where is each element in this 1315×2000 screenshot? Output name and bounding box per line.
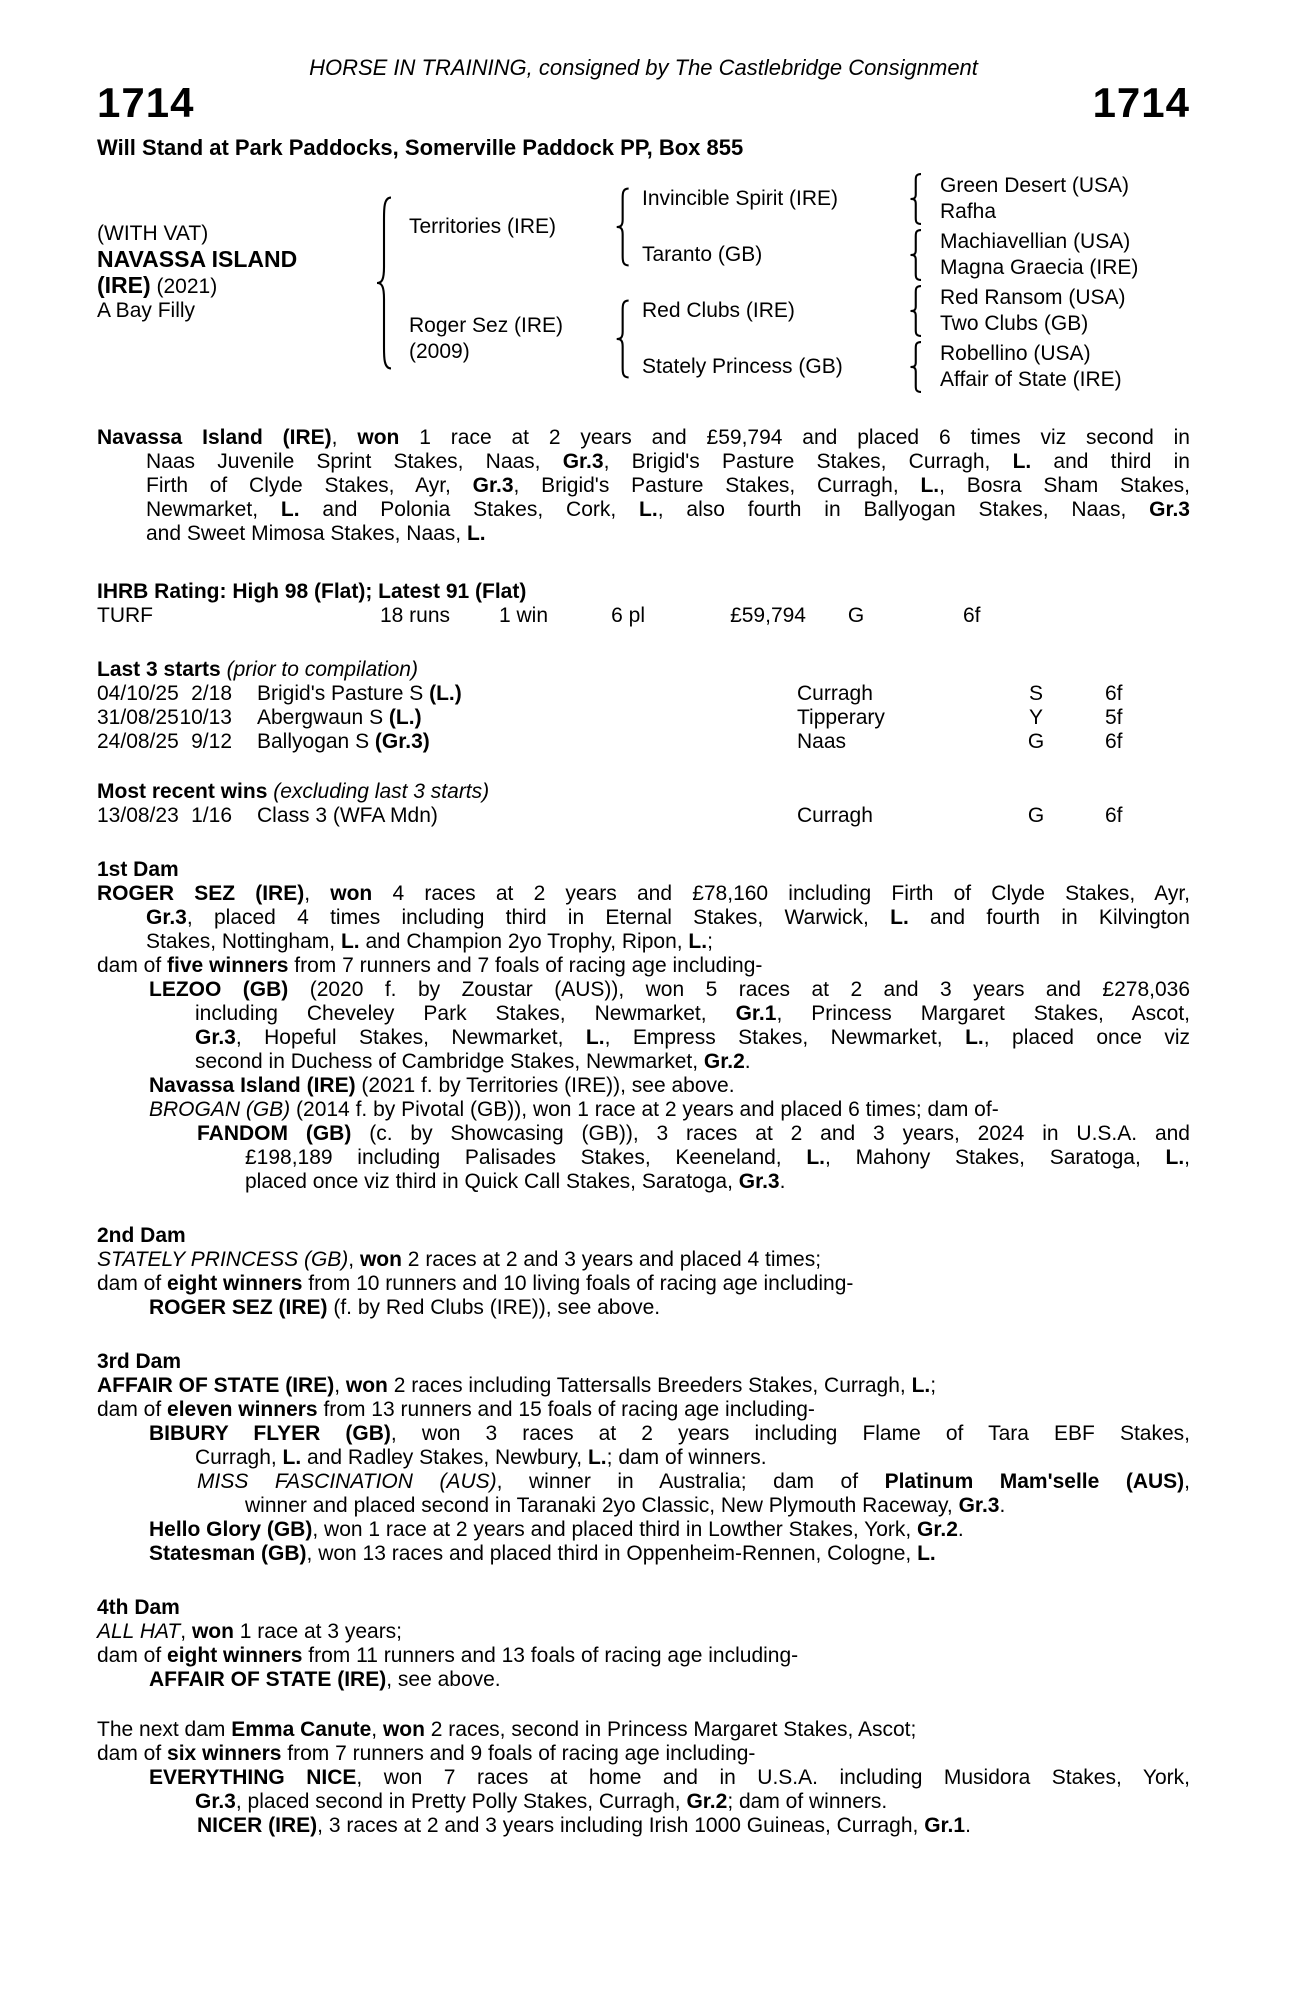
dam-section-1 <box>97 858 1190 1194</box>
going-value: G <box>847 604 865 627</box>
produce-paragraph: NICER (IRE), 3 races at 2 and 3 years including Irish 1000 Guineas, Curragh, Gr.1. <box>197 1814 971 1837</box>
horse-identity <box>97 222 372 323</box>
dam-sire: Red Clubs (IRE) <box>642 299 795 322</box>
rating-section <box>97 580 1190 628</box>
dam-paragraph: STATELY PRINCESS (GB), won 2 races at 2 and 3 years and placed 4 times; <box>97 1248 822 1271</box>
distance-value: 6f <box>963 604 981 627</box>
start-course: Curragh <box>797 682 873 705</box>
sire-sire: Invincible Spirit (IRE) <box>642 187 839 210</box>
dam-produce-line: dam of eight winners from 10 runners and 10 living foals of racing age including- <box>97 1272 854 1295</box>
start-going: S <box>1028 682 1043 705</box>
horse-foaling-year: (2021) <box>150 275 218 298</box>
start-distance: 6f <box>1105 682 1123 705</box>
pedigree-brace-gen3-4 <box>909 341 924 393</box>
start-date: 31/08/25 <box>97 706 179 729</box>
produce-paragraph: ROGER SEZ (IRE) (f. by Red Clubs (IRE)), see above. <box>149 1296 661 1319</box>
dam-produce-line: dam of eleven winners from 13 runners and 15 foals of racing age including- <box>97 1398 815 1421</box>
pedigree-brace-dam <box>615 299 632 379</box>
great-grandparent-4: Magna Graecia (IRE) <box>940 256 1139 279</box>
great-grandparent-1: Green Desert (USA) <box>940 174 1130 197</box>
great-grandparent-2: Rafha <box>940 200 997 223</box>
start-date: 24/08/25 <box>97 730 179 753</box>
dam-heading-2nd: 2nd Dam <box>97 1224 186 1247</box>
horse-country-suffix: (IRE) <box>97 272 151 298</box>
pedigree-brace-gen3-2 <box>909 229 924 281</box>
great-grandparent-6: Two Clubs (GB) <box>940 312 1089 335</box>
pedigree-brace-sire <box>615 187 632 267</box>
dam-produce-line: dam of six winners from 7 runners and 9 foals of racing age including- <box>97 1742 756 1765</box>
lot-number-right: 1714 <box>1092 79 1190 126</box>
great-grandparent-3: Machiavellian (USA) <box>940 230 1131 253</box>
pedigree-brace-gen3-3 <box>909 285 924 337</box>
produce-paragraph: Statesman (GB), won 13 races and placed third in Oppenheim-Rennen, Cologne, L. <box>149 1542 936 1565</box>
rating-heading: IHRB Rating: High 98 (Flat); Latest 91 (Flat) <box>97 580 527 603</box>
start-position: 10/13 <box>179 706 232 729</box>
recent-wins-heading <box>97 780 1190 804</box>
produce-paragraph: Hello Glory (GB), won 1 race at 2 years and placed third in Lowther Stakes, York, Gr.2. <box>149 1518 964 1541</box>
consignment-title: HORSE IN TRAINING, consigned by The Castlebridge Consignment <box>309 55 978 80</box>
recent-wins-section <box>97 780 1190 828</box>
stand-location: Will Stand at Park Paddocks, Somerville Paddock PP, Box 855 <box>97 135 744 160</box>
pedigree-brace-gen3-1 <box>909 173 924 225</box>
start-race: Brigid's Pasture S (L.) <box>257 682 462 705</box>
last-starts-note: (prior to compilation) <box>226 658 418 681</box>
recent-wins-note: (excluding last 3 starts) <box>273 780 490 803</box>
race-record-paragraph: Navassa Island (IRE), won 1 race at 2 years and £59,794 and placed 6 times viz second in Naas Juvenile Sprint Stakes, Naas, Gr.3, Brigid's Pasture Stakes, Curragh, L. and third in Firth of Clyde Stakes, Ayr, Gr.3, Brigid's Pasture Stakes, Curragh, L., Bosra Sham Stakes, Newmarket, L. and Polonia Stakes, Cork, L., also fourth in Ballyogan Stakes, Naas, Gr.3 and Sweet Mimosa Stakes, Naas, L. <box>97 426 1190 545</box>
last-starts-heading <box>97 658 1190 682</box>
dam-section-4 <box>97 1596 1190 1692</box>
start-course: Naas <box>797 730 847 753</box>
start-race: Abergwaun S (L.) <box>257 706 422 729</box>
produce-paragraph: LEZOO (GB) (2020 f. by Zoustar (AUS)), won 5 races at 2 and 3 years and £278,036 including Cheveley Park Stakes, Newmarket, Gr.1, Princess Margaret Stakes, Ascot, Gr.3, Hopeful Stakes, Newmarket, L., Empress Stakes, Newmarket, L., placed once viz second in Duchess of Cambridge Stakes, Newmarket, Gr.2. <box>149 978 1190 1073</box>
produce-paragraph: Navassa Island (IRE) (2021 f. by Territories (IRE)), see above. <box>149 1074 735 1097</box>
horse-name-line2 <box>97 273 372 299</box>
next-dam-section <box>97 1718 1190 1838</box>
win-date: 13/08/23 <box>97 804 179 827</box>
win-going: G <box>1027 804 1045 827</box>
dam-paragraph: ALL HAT, won 1 race at 3 years; <box>97 1620 403 1643</box>
earnings-value: £59,794 <box>730 604 806 627</box>
last-starts-section <box>97 658 1190 754</box>
pedigree-table <box>97 174 1190 396</box>
horse-name: NAVASSA ISLAND <box>97 246 298 272</box>
win-position: 1/16 <box>191 804 232 827</box>
start-distance: 5f <box>1105 706 1123 729</box>
start-going: G <box>1027 730 1045 753</box>
produce-paragraph: BIBURY FLYER (GB), won 3 races at 2 years including Flame of Tara EBF Stakes, Curragh, L. and Radley Stakes, Newbury, L.; dam of winners. <box>149 1422 1190 1469</box>
dam-heading-4th: 4th Dam <box>97 1596 180 1619</box>
dam-dam: Stately Princess (GB) <box>642 355 843 378</box>
sire-name: Territories (IRE) <box>409 215 557 238</box>
start-race: Ballyogan S (Gr.3) <box>257 730 430 753</box>
dam-produce-line: dam of eight winners from 11 runners and 13 foals of racing age including- <box>97 1644 799 1667</box>
great-grandparent-8: Affair of State (IRE) <box>940 368 1122 391</box>
win-row <box>97 804 1190 828</box>
start-row <box>97 682 1190 706</box>
dam-year: (2009) <box>409 340 470 363</box>
next-dam-paragraph: The next dam Emma Canute, won 2 races, second in Princess Margaret Stakes, Ascot; <box>97 1718 917 1741</box>
start-position: 9/12 <box>191 730 232 753</box>
last-starts-title: Last 3 starts <box>97 658 221 681</box>
great-grandparent-5: Red Ransom (USA) <box>940 286 1126 309</box>
lot-row <box>97 79 1190 126</box>
runs-count: 18 runs <box>379 604 450 627</box>
dam-name: Roger Sez (IRE) <box>409 314 564 337</box>
start-course: Tipperary <box>797 706 885 729</box>
wins-count: 1 win <box>498 604 548 627</box>
dam-paragraph: AFFAIR OF STATE (IRE), won 2 races including Tattersalls Breeders Stakes, Curragh, L.; <box>97 1374 937 1397</box>
dam-section-2 <box>97 1224 1190 1320</box>
dam-section-3 <box>97 1350 1190 1566</box>
start-row <box>97 706 1190 730</box>
pedigree-brace-gen1 <box>375 194 395 372</box>
produce-paragraph: MISS FASCINATION (AUS), winner in Australia; dam of Platinum Mam'selle (AUS), winner and placed second in Taranaki 2yo Classic, New Plymouth Raceway, Gr.3. <box>197 1470 1191 1517</box>
dam-heading-1st: 1st Dam <box>97 858 179 881</box>
win-race: Class 3 (WFA Mdn) <box>257 804 438 827</box>
win-course: Curragh <box>797 804 873 827</box>
produce-paragraph: EVERYTHING NICE, won 7 races at home and in U.S.A. including Musidora Stakes, York, Gr.3, placed second in Pretty Polly Stakes, Curragh, Gr.2; dam of winners. <box>149 1766 1190 1813</box>
recent-wins-title: Most recent wins <box>97 780 268 803</box>
start-row <box>97 730 1190 754</box>
start-distance: 6f <box>1105 730 1123 753</box>
dam-paragraph: ROGER SEZ (IRE), won 4 races at 2 years and £78,160 including Firth of Clyde Stakes, Ayr, Gr.3, placed 4 times including third in Eternal Stakes, Warwick, L. and fourth in Kilvington Stakes, Nottingham, L. and Champion 2yo Trophy, Ripon, L.; <box>97 882 1191 953</box>
horse-description: A Bay Filly <box>97 299 196 322</box>
sire-dam: Taranto (GB) <box>642 243 763 266</box>
places-count: 6 pl <box>611 604 645 627</box>
surface-label: TURF <box>97 604 153 627</box>
start-date: 04/10/25 <box>97 682 179 705</box>
start-going: Y <box>1028 706 1043 729</box>
dam-produce-line: dam of five winners from 7 runners and 7 foals of racing age including- <box>97 954 763 977</box>
start-position: 2/18 <box>191 682 232 705</box>
great-grandparent-7: Robellino (USA) <box>940 342 1091 365</box>
dam-heading-3rd: 3rd Dam <box>97 1350 182 1373</box>
produce-paragraph: AFFAIR OF STATE (IRE), see above. <box>149 1668 501 1691</box>
produce-paragraph: BROGAN (GB) (2014 f. by Pivotal (GB)), won 1 race at 2 years and placed 6 times; dam of- <box>149 1098 999 1121</box>
win-distance: 6f <box>1105 804 1123 827</box>
vat-note: (WITH VAT) <box>97 222 209 245</box>
turf-summary-row <box>97 604 1190 628</box>
lot-number-left: 1714 <box>97 79 195 126</box>
produce-paragraph: FANDOM (GB) (c. by Showcasing (GB)), 3 races at 2 and 3 years, 2024 in U.S.A. and £198,189 including Palisades Stakes, Keeneland, L., Mahony Stakes, Saratoga, L., placed once viz third in Quick Call Stakes, Saratoga, Gr.3. <box>197 1122 1191 1193</box>
